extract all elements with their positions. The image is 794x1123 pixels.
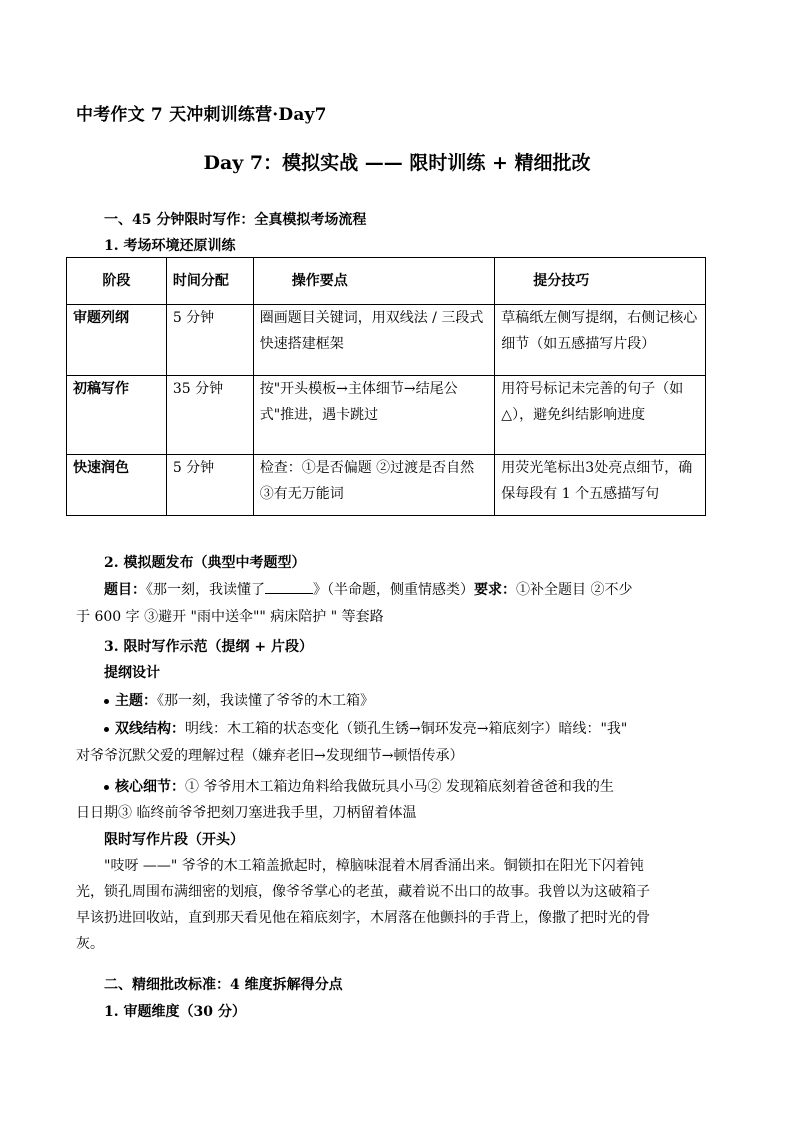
task-text-b: 》（半命题，侧重情感类） [313,582,474,598]
table-cell-tips: 草稿纸左侧写提纲，右侧记核心细节（如五感描写片段） [495,305,706,376]
table-cell-ops: 圈画题目关键词，用双线法 / 三段式快速搭建框架 [253,305,495,376]
table-cell-time: 35 分钟 [166,376,253,455]
fragment-line: 灰。 [76,936,104,952]
section-2-heading: 二、精细批改标准：4 维度拆解得分点 [104,977,343,993]
bullet-item-details [104,775,614,800]
bullet-text-cont: 日日期③ 临终前爷爷把刻刀塞进我手里，刀柄留着体温 [76,805,417,821]
table-header-cell: 操作要点 [253,258,495,305]
table-header-cell: 阶段 [67,258,167,305]
requirement-text-b: 于 600 字 ③避开 "雨中送伞"" 病床陪护 " 等套路 [76,609,384,625]
table-cell-tips: 用符号标记未完善的句子（如△），避免纠结影响进度 [495,376,706,455]
page-title: Day 7：模拟实战 —— 限时训练 + 精细批改 [203,152,591,174]
table-row [67,376,706,455]
table-cell-stage: 初稿写作 [67,376,167,455]
section-1-heading: 一、45 分钟限时写作：全真模拟考场流程 [104,212,367,228]
table-row [67,305,706,376]
requirement-text-a: ①补全题目 ②不少 [516,582,633,598]
document-header: 中考作文 7 天冲刺训练营·Day7 [76,105,327,125]
table-cell-stage: 审题列纲 [67,305,167,376]
section-1-sub-1: 1. 考场环境还原训练 [104,238,236,254]
table-cell-ops: 按"开头模板→主体细节→结尾公式"推进，遇卡跳过 [253,376,495,455]
section-1-sub-3: 3. 限时写作示范（提纲 + 片段） [104,639,313,655]
table-cell-ops: 检查：①是否偏题 ②过渡是否自然 ③有无万能词 [253,455,495,516]
table-header-row [67,258,706,305]
table-header-cell: 时间分配 [166,258,253,305]
blank-underline [265,579,313,594]
table-row [67,455,706,516]
bullet-dot [104,699,109,704]
bullet-text: 《那一刻，我读懂了爷爷的木工箱》 [157,693,374,709]
section-2-sub-1: 1. 审题维度（30 分） [104,1004,246,1020]
task-text-a: 《那一刻，我读懂了 [146,582,265,598]
bullet-label: 双线结构： [115,721,185,737]
bullet-text: ① 爷爷用木工箱边角料给我做玩具小马② 发现箱底刻着爸爸和我的生 [185,779,614,795]
requirement-label: 要求： [474,582,516,598]
bullet-item-structure [104,717,627,742]
bullet-dot [104,785,109,790]
outline-heading: 提纲设计 [104,665,160,681]
table-cell-time: 5 分钟 [166,455,253,516]
bullet-dot [104,727,109,732]
bullet-label: 主题： [115,693,157,709]
fragment-line: 早该扔进回收站，直到那天看见他在箱底刻字，木屑落在他颤抖的手背上，像撒了把时光的骨 [76,910,650,926]
exam-process-table [66,257,706,516]
table-cell-stage: 快速润色 [67,455,167,516]
bullet-label: 核心细节： [115,779,185,795]
section-1-sub-2: 2. 模拟题发布（典型中考题型） [104,555,306,571]
table-cell-tips: 用荧光笔标出3处亮点细节，确保每段有 1 个五感描写句 [495,455,706,516]
bullet-text: 明线：木工箱的状态变化（锁孔生锈→铜环发亮→箱底刻字）暗线："我" [185,721,628,737]
table-cell-time: 5 分钟 [166,305,253,376]
task-line-1 [104,578,632,603]
fragment-line: 光，锁孔周围布满细密的划痕，像爷爷掌心的老茧，藏着说不出口的故事。我曾以为这破箱子 [76,884,650,900]
bullet-text-cont: 对爷爷沉默父爱的理解过程（嫌弃老旧→发现细节→顿悟传承） [76,748,464,764]
fragment-line: "吱呀 ——" 爷爷的木工箱盖掀起时，樟脑味混着木屑香涌出来。铜锁扣在阳光下闪着钝 [104,858,644,874]
bullet-item-theme [104,689,374,714]
table-header-cell: 提分技巧 [495,258,706,305]
task-label: 题目： [104,582,146,598]
fragment-heading: 限时写作片段（开头） [104,832,244,848]
